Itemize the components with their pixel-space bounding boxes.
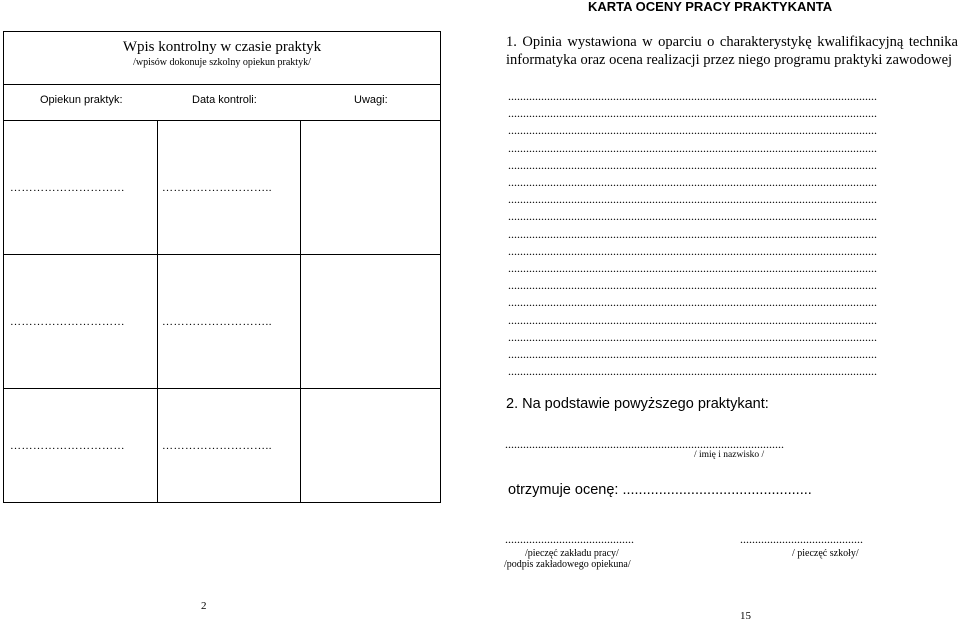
control-date-2: ……………………….. bbox=[162, 316, 272, 328]
work-stamp-label: /pieczęć zakładu pracy/ bbox=[525, 548, 619, 559]
opinion-line: ........................................................................................................................... bbox=[508, 365, 877, 378]
column-header-date: Data kontroli: bbox=[192, 94, 257, 106]
row-divider-2 bbox=[4, 388, 440, 389]
opinion-line: ........................................................................................................................... bbox=[508, 330, 877, 343]
control-entries-table bbox=[3, 31, 441, 503]
trainee-name-line: ............................................................................................. bbox=[505, 437, 784, 451]
opinion-line: ........................................................................................................................... bbox=[508, 107, 877, 120]
opinion-line: ........................................................................................................................... bbox=[508, 90, 877, 102]
trainee-name-caption: / imię i nazwisko / bbox=[694, 450, 765, 460]
panel-title: Wpis kontrolny w czasie praktyk bbox=[122, 39, 322, 55]
opinion-line: ........................................................................................................................... bbox=[508, 348, 877, 360]
opinion-line: ........................................................................................................................... bbox=[508, 313, 877, 326]
panel-subtitle: /wpisów dokonuje szkolny opiekun praktyk/ bbox=[133, 57, 311, 68]
column-header-notes: Uwagi: bbox=[354, 94, 388, 106]
column-divider-1 bbox=[157, 120, 158, 503]
opinion-prompt: 1. Opinia wystawiona w oparciu o charakterystykę kwalifikacyjną technika informatyka oraz ocena realizacji przez niego programu praktyki zawodowej bbox=[506, 34, 958, 68]
opinion-line: ........................................................................................................................... bbox=[508, 158, 877, 171]
opinion-line: ........................................................................................................................... bbox=[508, 176, 877, 188]
control-date-1: ……………………….. bbox=[162, 182, 272, 194]
supervisor-signature-3: ………………………… bbox=[10, 440, 125, 452]
result-prompt: 2. Na podstawie powyższego praktykant: bbox=[506, 396, 769, 412]
school-stamp-label: / pieczęć szkoły/ bbox=[792, 548, 859, 559]
document-title: KARTA OCENY PRACY PRAKTYKANTA bbox=[588, 0, 833, 14]
row-divider-1 bbox=[4, 254, 440, 255]
header-divider bbox=[4, 84, 440, 85]
opinion-line: ........................................................................................................................... bbox=[508, 141, 877, 154]
opinion-line: ........................................................................................................................... bbox=[508, 210, 877, 223]
supervisor-signature-2: ………………………… bbox=[10, 316, 125, 328]
opinion-line: ........................................................................................................................... bbox=[508, 262, 877, 274]
control-date-3: ……………………….. bbox=[162, 440, 272, 452]
work-stamp-line: ........................................... bbox=[505, 532, 634, 546]
grade-line: otrzymuje ocenę: ............................................... bbox=[508, 482, 812, 498]
opinion-line: ........................................................................................................................... bbox=[508, 279, 877, 292]
supervisor-signature-1: ………………………… bbox=[10, 182, 125, 194]
opinion-line: ........................................................................................................................... bbox=[508, 124, 877, 137]
opinion-line: ........................................................................................................................... bbox=[508, 193, 877, 206]
page-number-right: 15 bbox=[740, 610, 751, 622]
columns-divider bbox=[4, 120, 440, 121]
opinion-line: ........................................................................................................................... bbox=[508, 227, 877, 240]
page-number-left: 2 bbox=[201, 600, 207, 612]
column-header-supervisor: Opiekun praktyk: bbox=[40, 94, 123, 106]
school-stamp-line: ......................................... bbox=[740, 532, 863, 546]
column-divider-2 bbox=[300, 120, 301, 503]
opinion-line: ........................................................................................................................... bbox=[508, 244, 877, 257]
opinion-line: ........................................................................................................................... bbox=[508, 296, 877, 309]
supervisor-signature-label: /podpis zakładowego opiekuna/ bbox=[504, 559, 631, 570]
